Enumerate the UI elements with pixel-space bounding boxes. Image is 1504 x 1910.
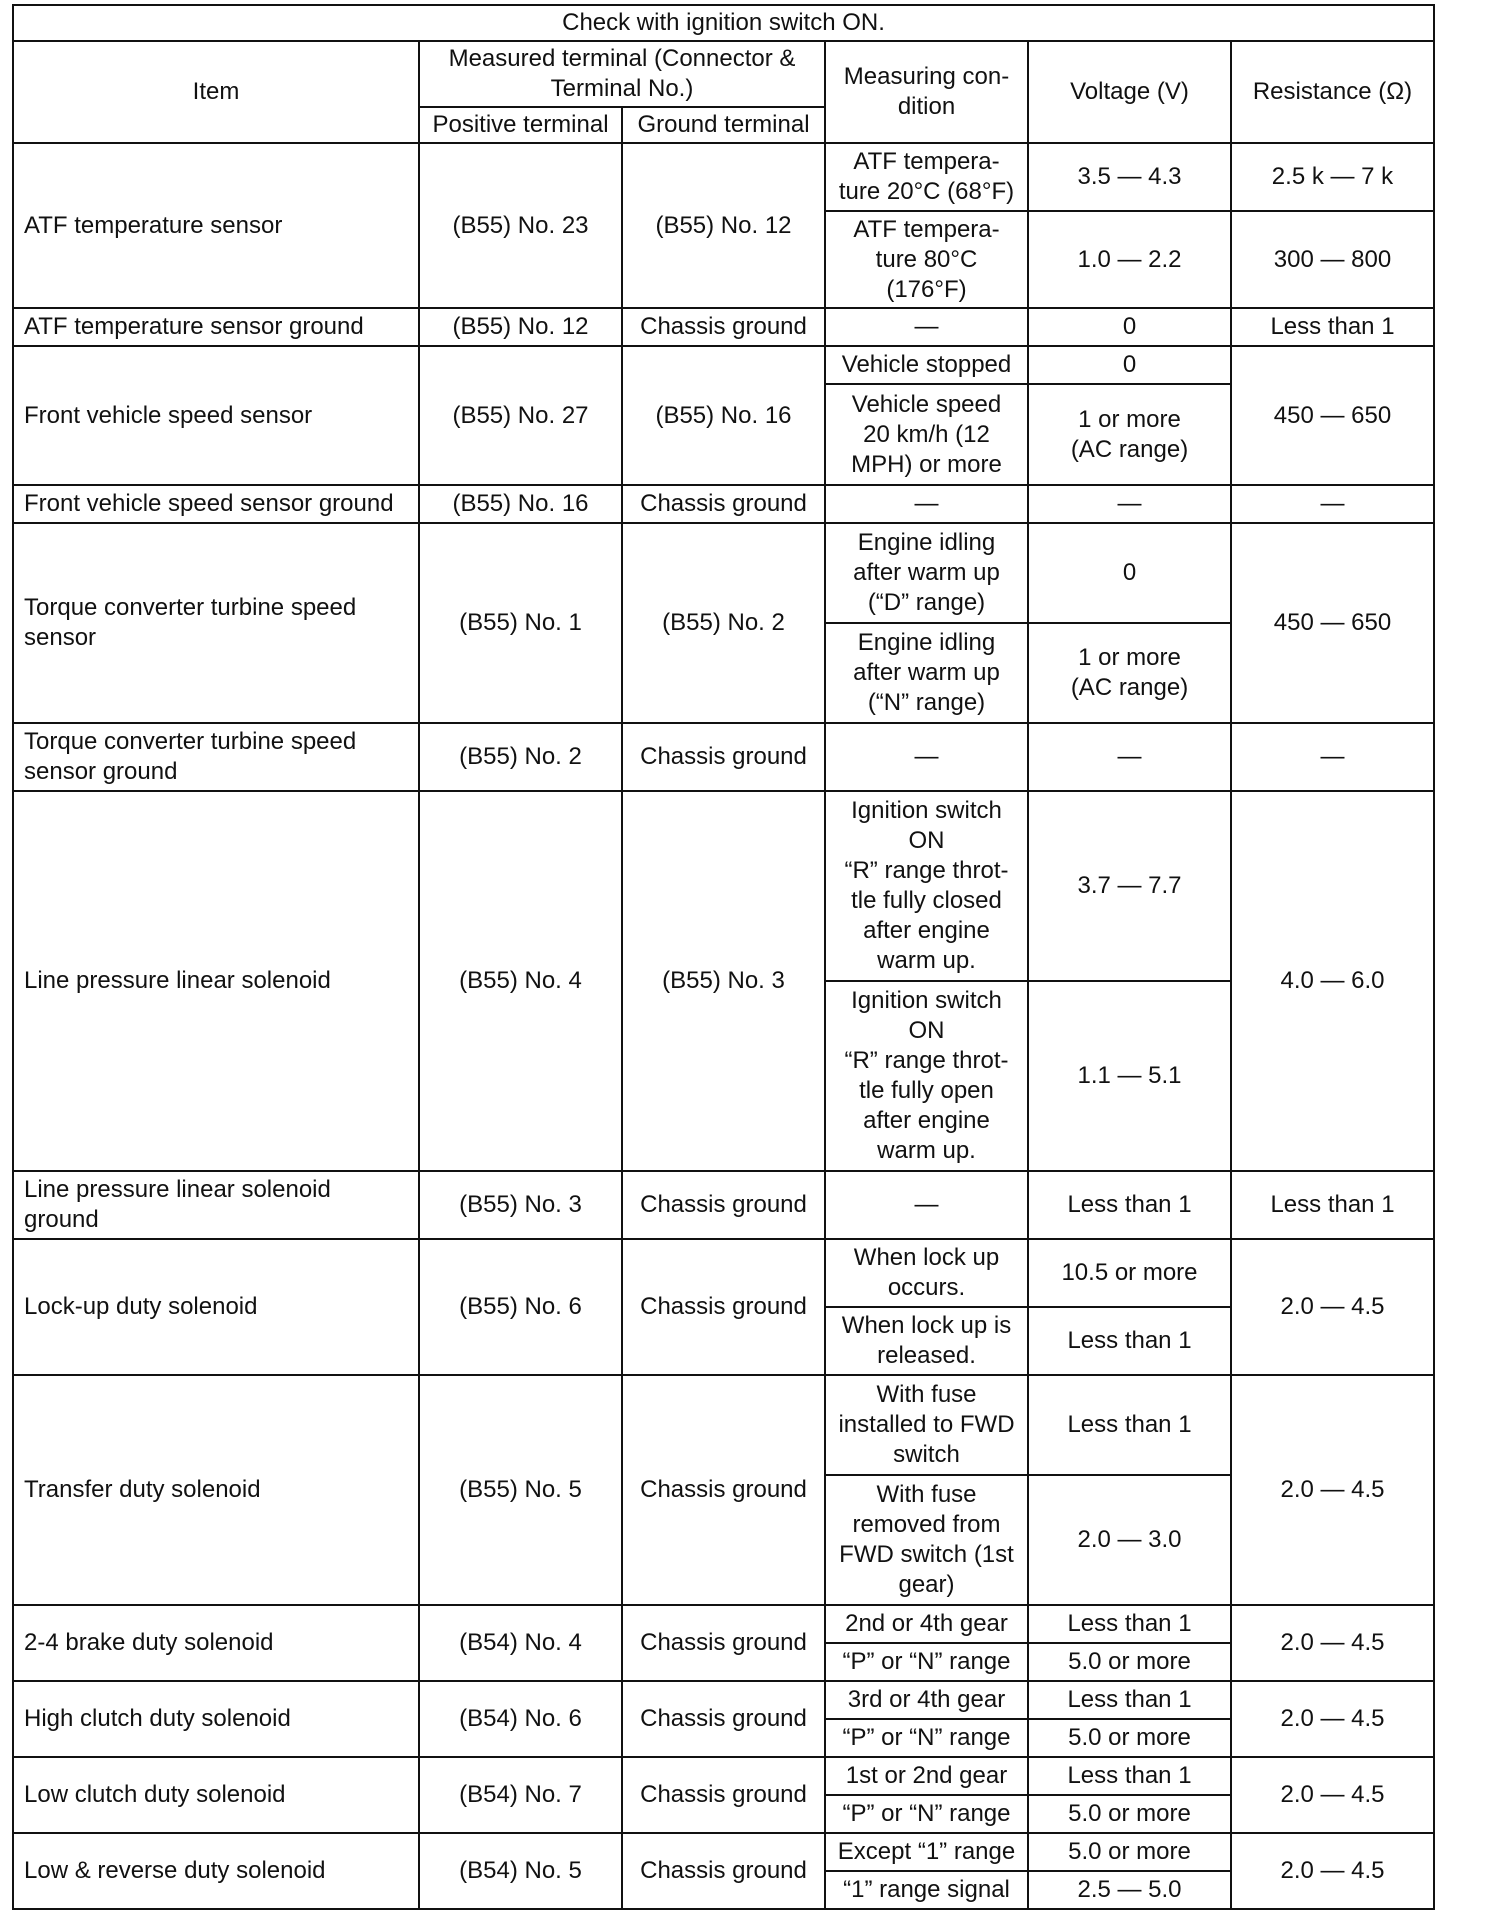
item-cell: Line pressure linear solenoid: [13, 791, 419, 1171]
ground-terminal-cell: Chassis ground: [622, 1681, 825, 1757]
ground-terminal-cell: (B55) No. 2: [622, 523, 825, 723]
measuring-condition-cell: Ignition switch ON “R” range throt- tle fully open after engine warm up.: [825, 981, 1028, 1171]
measuring-condition-cell: 2nd or 4th gear: [825, 1605, 1028, 1643]
voltage-cell: 5.0 or more: [1028, 1833, 1231, 1871]
terminal-check-table: [12, 4, 1435, 1910]
header-ground-terminal: Ground terminal: [622, 107, 825, 143]
measuring-condition-cell: “1” range signal: [825, 1871, 1028, 1909]
positive-terminal-cell: (B55) No. 5: [419, 1375, 622, 1605]
resistance-cell: 2.0 — 4.5: [1231, 1757, 1434, 1833]
measuring-condition-cell: When lock up is released.: [825, 1307, 1028, 1375]
table-title: Check with ignition switch ON.: [13, 5, 1434, 41]
header-voltage: Voltage (V): [1028, 41, 1231, 143]
measuring-condition-cell: Engine idling after warm up (“D” range): [825, 523, 1028, 623]
measuring-condition-cell: —: [825, 485, 1028, 523]
ground-terminal-cell: Chassis ground: [622, 1375, 825, 1605]
measuring-condition-cell: ATF tempera- ture 80°C (176°F): [825, 211, 1028, 308]
item-cell: High clutch duty solenoid: [13, 1681, 419, 1757]
resistance-cell: 300 — 800: [1231, 211, 1434, 308]
measuring-condition-cell: ATF tempera- ture 20°C (68°F): [825, 143, 1028, 211]
resistance-cell: —: [1231, 485, 1434, 523]
positive-terminal-cell: (B55) No. 23: [419, 143, 622, 308]
resistance-cell: 2.0 — 4.5: [1231, 1239, 1434, 1375]
resistance-cell: Less than 1: [1231, 308, 1434, 346]
table-row: [13, 1833, 1434, 1871]
ground-terminal-cell: Chassis ground: [622, 723, 825, 791]
positive-terminal-cell: (B55) No. 2: [419, 723, 622, 791]
item-cell: Line pressure linear solenoid ground: [13, 1171, 419, 1239]
measuring-condition-cell: Vehicle stopped: [825, 346, 1028, 384]
resistance-cell: Less than 1: [1231, 1171, 1434, 1239]
header-measured-terminal: Measured terminal (Connector & Terminal No.): [419, 41, 825, 107]
voltage-cell: 0: [1028, 346, 1231, 384]
voltage-cell: 3.7 — 7.7: [1028, 791, 1231, 981]
table-row: [13, 1605, 1434, 1643]
positive-terminal-cell: (B55) No. 27: [419, 346, 622, 485]
measuring-condition-cell: —: [825, 308, 1028, 346]
voltage-cell: 10.5 or more: [1028, 1239, 1231, 1307]
item-cell: Torque converter turbine speed sensor: [13, 523, 419, 723]
table-row: [13, 791, 1434, 981]
voltage-cell: —: [1028, 723, 1231, 791]
measuring-condition-cell: Engine idling after warm up (“N” range): [825, 623, 1028, 723]
measuring-condition-cell: Except “1” range: [825, 1833, 1028, 1871]
item-cell: Low & reverse duty solenoid: [13, 1833, 419, 1909]
measuring-condition-cell: 1st or 2nd gear: [825, 1757, 1028, 1795]
voltage-cell: 2.5 — 5.0: [1028, 1871, 1231, 1909]
item-cell: ATF temperature sensor ground: [13, 308, 419, 346]
positive-terminal-cell: (B55) No. 16: [419, 485, 622, 523]
ground-terminal-cell: Chassis ground: [622, 1239, 825, 1375]
measuring-condition-cell: Vehicle speed 20 km/h (12 MPH) or more: [825, 384, 1028, 485]
measuring-condition-cell: “P” or “N” range: [825, 1795, 1028, 1833]
measuring-condition-cell: “P” or “N” range: [825, 1643, 1028, 1681]
table-body: [13, 143, 1434, 1909]
table-row: [13, 485, 1434, 523]
resistance-cell: 450 — 650: [1231, 523, 1434, 723]
voltage-cell: Less than 1: [1028, 1171, 1231, 1239]
table-row: [13, 1171, 1434, 1239]
positive-terminal-cell: (B55) No. 4: [419, 791, 622, 1171]
resistance-cell: 2.0 — 4.5: [1231, 1681, 1434, 1757]
item-cell: ATF temperature sensor: [13, 143, 419, 308]
voltage-cell: 3.5 — 4.3: [1028, 143, 1231, 211]
header-positive-terminal: Positive terminal: [419, 107, 622, 143]
voltage-cell: 5.0 or more: [1028, 1795, 1231, 1833]
positive-terminal-cell: (B55) No. 3: [419, 1171, 622, 1239]
voltage-cell: 5.0 or more: [1028, 1643, 1231, 1681]
ground-terminal-cell: Chassis ground: [622, 1605, 825, 1681]
positive-terminal-cell: (B55) No. 1: [419, 523, 622, 723]
table-row: [13, 523, 1434, 623]
resistance-cell: 450 — 650: [1231, 346, 1434, 485]
ground-terminal-cell: (B55) No. 16: [622, 346, 825, 485]
resistance-cell: 2.0 — 4.5: [1231, 1833, 1434, 1909]
positive-terminal-cell: (B55) No. 12: [419, 308, 622, 346]
item-cell: 2-4 brake duty solenoid: [13, 1605, 419, 1681]
positive-terminal-cell: (B54) No. 7: [419, 1757, 622, 1833]
table-row: [13, 723, 1434, 791]
ground-terminal-cell: (B55) No. 3: [622, 791, 825, 1171]
measuring-condition-cell: Ignition switch ON “R” range throt- tle fully closed after engine warm up.: [825, 791, 1028, 981]
positive-terminal-cell: (B54) No. 6: [419, 1681, 622, 1757]
positive-terminal-cell: (B55) No. 6: [419, 1239, 622, 1375]
ground-terminal-cell: Chassis ground: [622, 485, 825, 523]
measuring-condition-cell: With fuse removed from FWD switch (1st gear): [825, 1475, 1028, 1605]
table-row: [13, 308, 1434, 346]
measuring-condition-cell: When lock up occurs.: [825, 1239, 1028, 1307]
measuring-condition-cell: 3rd or 4th gear: [825, 1681, 1028, 1719]
voltage-cell: Less than 1: [1028, 1307, 1231, 1375]
ground-terminal-cell: Chassis ground: [622, 1757, 825, 1833]
voltage-cell: 2.0 — 3.0: [1028, 1475, 1231, 1605]
table-row: [13, 143, 1434, 211]
resistance-cell: 2.0 — 4.5: [1231, 1375, 1434, 1605]
voltage-cell: Less than 1: [1028, 1605, 1231, 1643]
header-measuring-condition: Measuring con- dition: [825, 41, 1028, 143]
measuring-condition-cell: —: [825, 723, 1028, 791]
item-cell: Low clutch duty solenoid: [13, 1757, 419, 1833]
voltage-cell: Less than 1: [1028, 1375, 1231, 1475]
ground-terminal-cell: Chassis ground: [622, 308, 825, 346]
item-cell: Front vehicle speed sensor: [13, 346, 419, 485]
ground-terminal-cell: (B55) No. 12: [622, 143, 825, 308]
table-row: [13, 1375, 1434, 1475]
resistance-cell: 2.5 k — 7 k: [1231, 143, 1434, 211]
table-row: [13, 346, 1434, 384]
voltage-cell: 1.0 — 2.2: [1028, 211, 1231, 308]
resistance-cell: 4.0 — 6.0: [1231, 791, 1434, 1171]
voltage-cell: 1 or more (AC range): [1028, 384, 1231, 485]
spec-table-wrapper: [12, 4, 1435, 1910]
measuring-condition-cell: “P” or “N” range: [825, 1719, 1028, 1757]
voltage-cell: Less than 1: [1028, 1681, 1231, 1719]
resistance-cell: —: [1231, 723, 1434, 791]
voltage-cell: 0: [1028, 308, 1231, 346]
table-row: [13, 1681, 1434, 1719]
positive-terminal-cell: (B54) No. 4: [419, 1605, 622, 1681]
measuring-condition-cell: —: [825, 1171, 1028, 1239]
voltage-cell: 1.1 — 5.1: [1028, 981, 1231, 1171]
voltage-cell: 5.0 or more: [1028, 1719, 1231, 1757]
table-row: [13, 1757, 1434, 1795]
ground-terminal-cell: Chassis ground: [622, 1833, 825, 1909]
measuring-condition-cell: With fuse installed to FWD switch: [825, 1375, 1028, 1475]
item-cell: Lock-up duty solenoid: [13, 1239, 419, 1375]
positive-terminal-cell: (B54) No. 5: [419, 1833, 622, 1909]
header-item: Item: [13, 41, 419, 143]
voltage-cell: Less than 1: [1028, 1757, 1231, 1795]
resistance-cell: 2.0 — 4.5: [1231, 1605, 1434, 1681]
header-resistance: Resistance (Ω): [1231, 41, 1434, 143]
item-cell: Torque converter turbine speed sensor ground: [13, 723, 419, 791]
item-cell: Transfer duty solenoid: [13, 1375, 419, 1605]
table-row: [13, 1239, 1434, 1307]
voltage-cell: 0: [1028, 523, 1231, 623]
item-cell: Front vehicle speed sensor ground: [13, 485, 419, 523]
ground-terminal-cell: Chassis ground: [622, 1171, 825, 1239]
voltage-cell: 1 or more (AC range): [1028, 623, 1231, 723]
voltage-cell: —: [1028, 485, 1231, 523]
